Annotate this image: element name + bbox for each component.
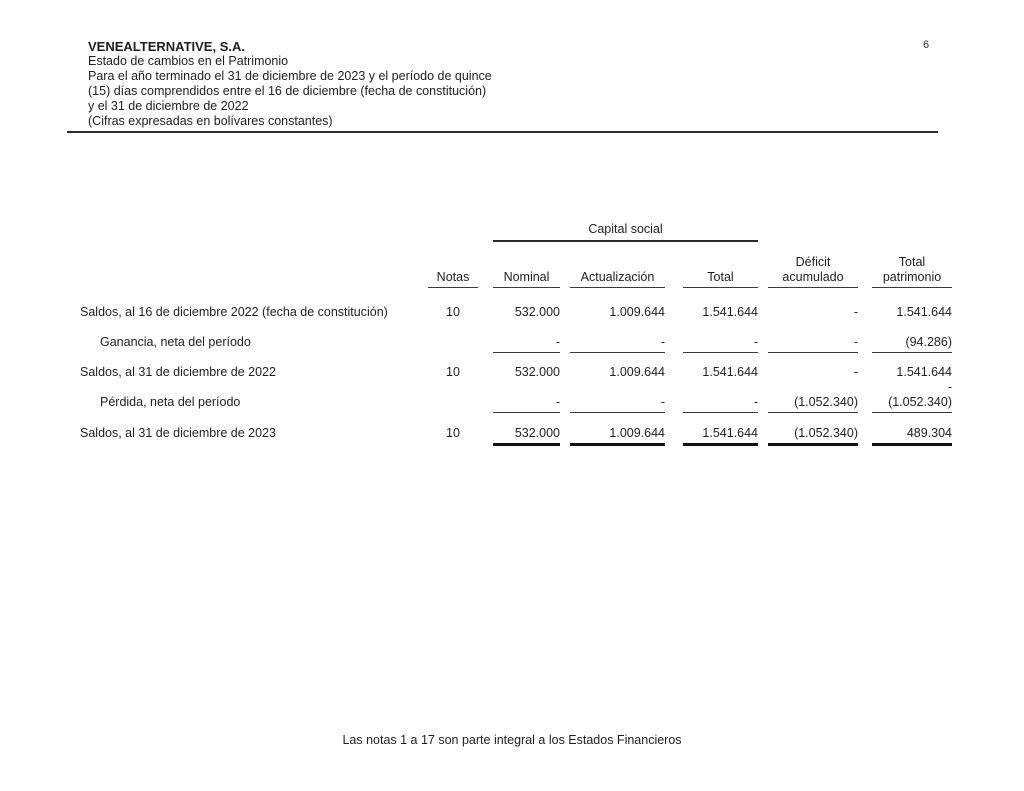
cell-deficit-acumulado: -	[768, 335, 858, 353]
column-header-total-patrimonio	[872, 254, 952, 288]
cell-total-patrimonio: (94.286)	[872, 335, 952, 353]
cell-actualizacion: 1.009.644	[609, 365, 665, 379]
column-header-label: Nominal	[503, 270, 550, 284]
cell-notas: 10	[446, 305, 460, 319]
table-row-stray-dash	[80, 381, 952, 393]
cell-total-patrimonio: (1.052.340)	[872, 395, 952, 413]
cell-total: 1.541.644	[702, 305, 758, 319]
table-row	[80, 305, 952, 320]
column-header-label: acumulado	[782, 270, 844, 284]
page-number: 6	[922, 39, 930, 51]
column-header-notas	[428, 254, 478, 288]
table-row	[80, 335, 952, 353]
company-name: VENEALTERNATIVE, S.A.	[88, 39, 245, 54]
cell-notas: 10	[446, 365, 460, 379]
column-header-label: Déficit	[795, 255, 831, 269]
table-row	[80, 426, 952, 446]
column-header-nominal	[493, 254, 560, 288]
cell-total-patrimonio: 489.304	[872, 426, 952, 446]
doc-subtitle-line: Para el año terminado el 31 de diciembre de 2023 y el período de quince	[88, 69, 492, 83]
cell-total: -	[683, 335, 758, 353]
cell-actualizacion: -	[570, 395, 665, 413]
header-divider	[67, 131, 938, 133]
cell-total-patrimonio: -	[947, 380, 952, 394]
table-row	[80, 395, 952, 413]
column-header-actualizacion	[570, 254, 665, 288]
cell-total-patrimonio: 1.541.644	[896, 305, 952, 319]
column-header-label: patrimonio	[882, 270, 942, 284]
cell-nominal: 532.000	[493, 426, 560, 446]
doc-subtitle-line: y el 31 de diciembre de 2022	[88, 99, 249, 113]
financial-table	[80, 222, 952, 446]
cell-total: 1.541.644	[702, 365, 758, 379]
row-label: Saldos, al 31 de diciembre de 2023	[80, 426, 276, 440]
doc-subtitle-line: Estado de cambios en el Patrimonio	[88, 54, 289, 68]
table-row	[80, 365, 952, 380]
group-header-capital-social: Capital social	[493, 222, 758, 242]
cell-nominal: -	[493, 335, 560, 353]
row-label: Pérdida, neta del período	[100, 395, 241, 409]
table-header-row	[80, 254, 952, 288]
cell-nominal: -	[493, 395, 560, 413]
doc-header	[88, 39, 608, 129]
footer-note: Las notas 1 a 17 son parte integral a los Estados Financieros	[342, 733, 682, 747]
table-group-header-row	[80, 222, 952, 242]
cell-notas: 10	[446, 426, 460, 440]
row-label: Saldos, al 31 de diciembre de 2022	[80, 365, 276, 379]
cell-total: 1.541.644	[683, 426, 758, 446]
cell-deficit-acumulado: -	[853, 305, 858, 319]
column-header-label: Total	[707, 270, 734, 284]
cell-nominal: 532.000	[514, 305, 560, 319]
row-label: Ganancia, neta del período	[100, 335, 251, 349]
cell-deficit-acumulado: -	[853, 365, 858, 379]
cell-actualizacion: 1.009.644	[570, 426, 665, 446]
cell-deficit-acumulado: (1.052.340)	[768, 395, 858, 413]
cell-actualizacion: 1.009.644	[609, 305, 665, 319]
cell-total: -	[683, 395, 758, 413]
cell-deficit-acumulado: (1.052.340)	[768, 426, 858, 446]
doc-subtitle-line: (15) días comprendidos entre el 16 de diciembre (fecha de constitución)	[88, 84, 487, 98]
column-header-total	[683, 254, 758, 288]
row-label: Saldos, al 16 de diciembre 2022 (fecha de constitución)	[80, 305, 388, 319]
cell-total-patrimonio: 1.541.644	[896, 365, 952, 379]
doc-subtitle-line: (Cifras expresadas en bolívares constantes)	[88, 114, 333, 128]
column-header-label: Actualización	[580, 270, 655, 284]
cell-actualizacion: -	[570, 335, 665, 353]
column-header-deficit-acumulado	[768, 254, 858, 288]
cell-nominal: 532.000	[514, 365, 560, 379]
column-header-label: Total	[898, 255, 926, 269]
column-header-label: Notas	[436, 270, 470, 284]
